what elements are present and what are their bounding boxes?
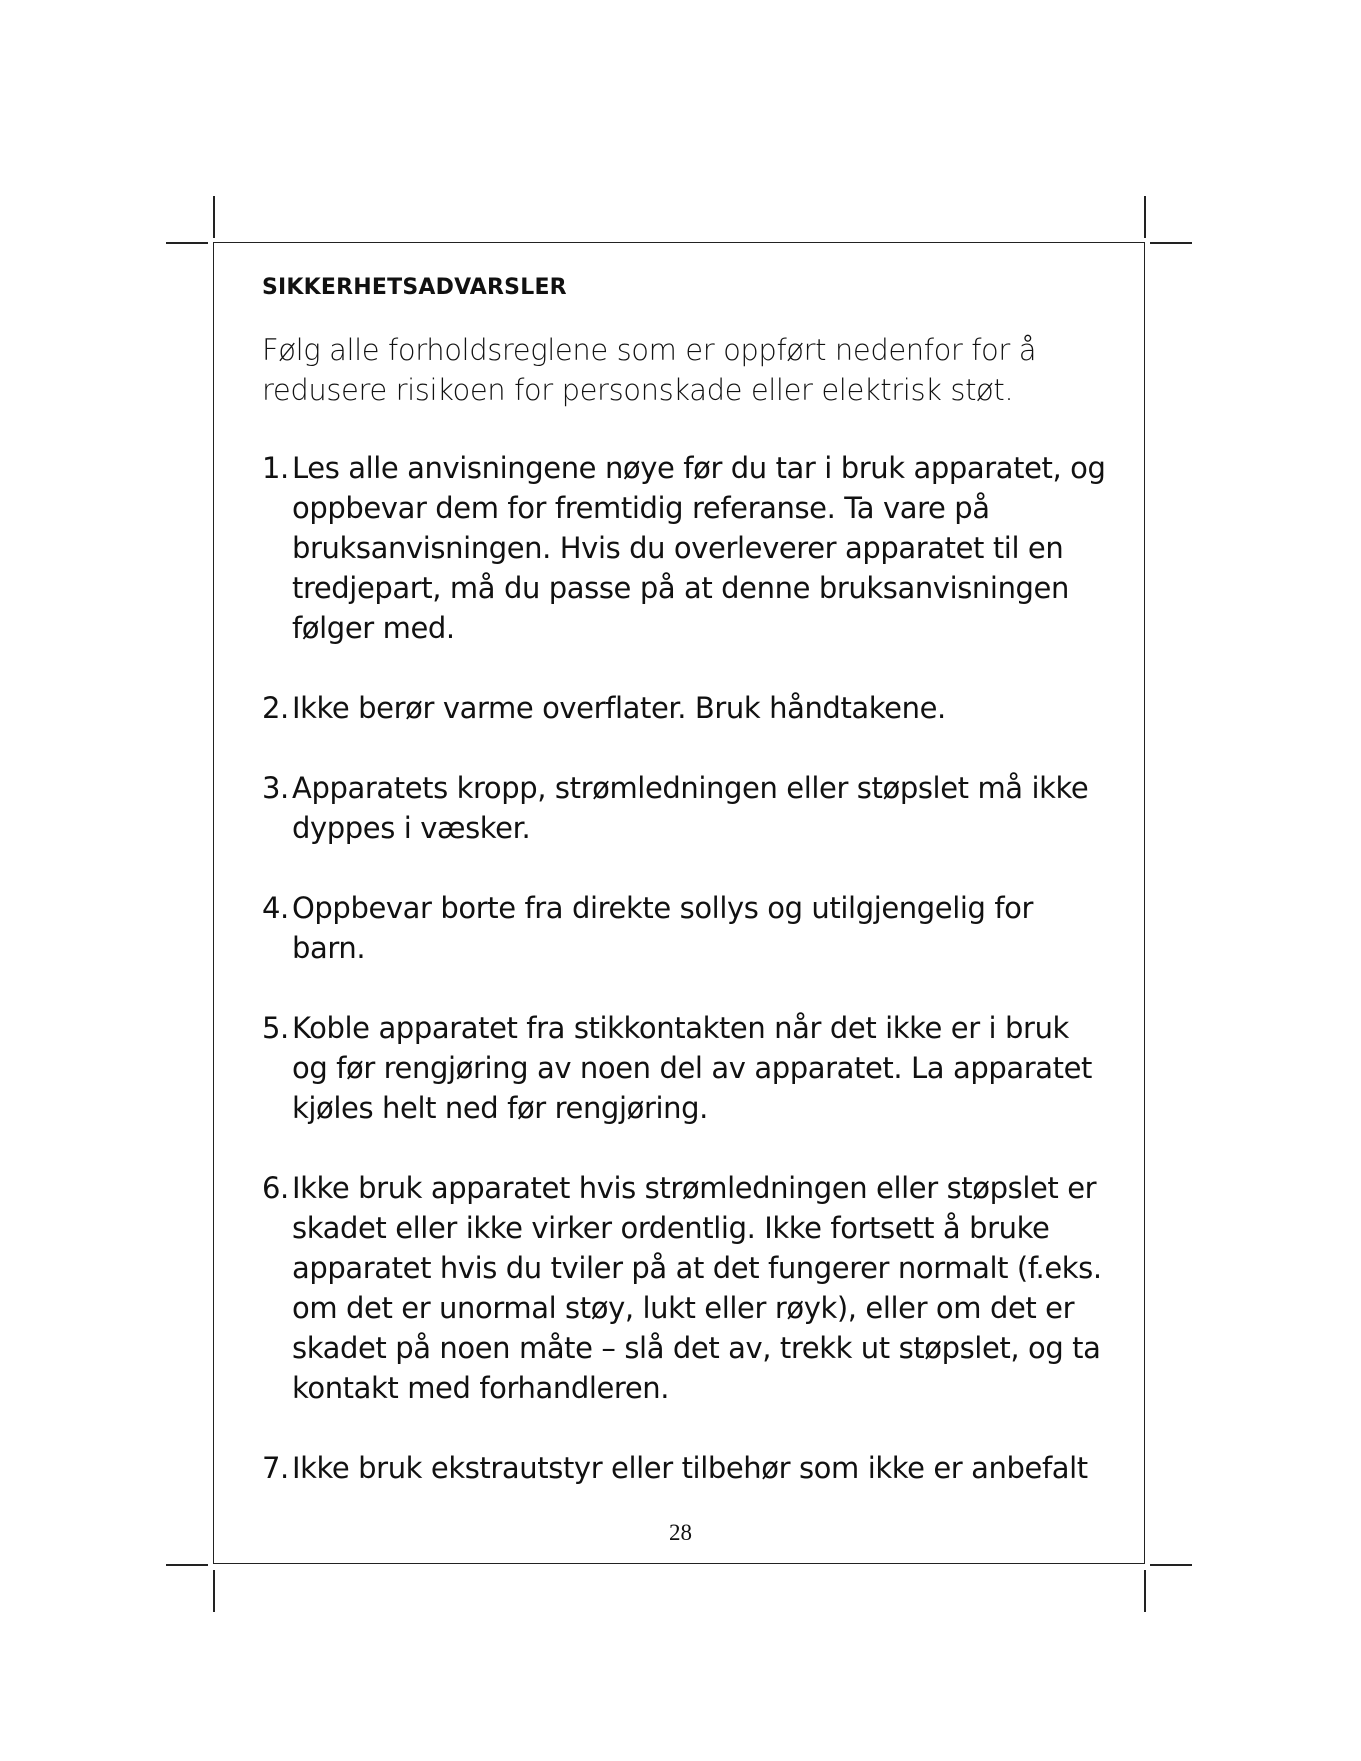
warning-text: Oppbevar borte fra direkte sollys og utilgjengelig for barn. [292, 891, 1034, 965]
section-heading: SIKKERHETSADVARSLER [262, 275, 567, 300]
document-content [262, 270, 1112, 1528]
intro-paragraph: Følg alle forholdsreglene som er oppført nedenfor for å redusere risikoen for personskade eller elektrisk støt. [262, 333, 1037, 407]
warning-number: 3. [262, 771, 289, 805]
warning-number: 5. [262, 1011, 289, 1045]
warning-item-5 [262, 1008, 1112, 1128]
crop-mark-bottom-left-horizontal [166, 1564, 208, 1566]
crop-mark-top-right-horizontal [1150, 242, 1192, 244]
crop-mark-top-left-horizontal [166, 242, 208, 244]
warning-number: 2. [262, 691, 289, 725]
warnings-list [262, 448, 1112, 1488]
warning-text: Ikke bruk apparatet hvis strømledningen eller støpslet er skadet eller ikke virker ordentlig. Ikke fortsett å bruke apparatet hvis du tviler på at det fungerer normalt (f.eks. om det er unormal støy, lukt eller røyk), eller om det er skadet på noen måte – slå det av, trekk ut støpslet, og ta kontakt med forhandleren. [292, 1171, 1102, 1405]
warning-text: Les alle anvisningene nøye før du tar i bruk apparatet, og oppbevar dem for fremtidig referanse. Ta vare på bruksanvisningen. Hvis du overleverer apparatet til en tredjepart, må du passe på at denne bruksanvisningen følger med. [292, 451, 1106, 645]
warning-text: Koble apparatet fra stikkontakten når det ikke er i bruk og før rengjøring av noen del av apparatet. La apparatet kjøles helt ned før rengjøring. [292, 1011, 1093, 1125]
crop-mark-top-right-vertical [1144, 196, 1146, 238]
crop-mark-bottom-right-vertical [1144, 1570, 1146, 1612]
warning-number: 6. [262, 1171, 289, 1205]
warning-item-1 [262, 448, 1112, 648]
warning-number: 7. [262, 1451, 289, 1485]
warning-item-6 [262, 1168, 1112, 1408]
warning-item-7 [262, 1448, 1112, 1488]
warning-text: Ikke berør varme overflater. Bruk håndtakene. [292, 691, 946, 725]
crop-mark-bottom-left-vertical [213, 1570, 215, 1612]
warning-text: Ikke bruk ekstrautstyr eller tilbehør som ikke er anbefalt [292, 1451, 1088, 1485]
crop-mark-top-left-vertical [213, 196, 215, 238]
warning-item-2 [262, 688, 1112, 728]
warning-text: Apparatets kropp, strømledningen eller støpslet må ikke dyppes i væsker. [292, 771, 1089, 845]
page-number: 28 [669, 1520, 692, 1545]
warning-number: 1. [262, 451, 289, 485]
warning-item-4 [262, 888, 1112, 968]
crop-mark-bottom-right-horizontal [1150, 1564, 1192, 1566]
warning-number: 4. [262, 891, 289, 925]
warning-item-3 [262, 768, 1112, 848]
